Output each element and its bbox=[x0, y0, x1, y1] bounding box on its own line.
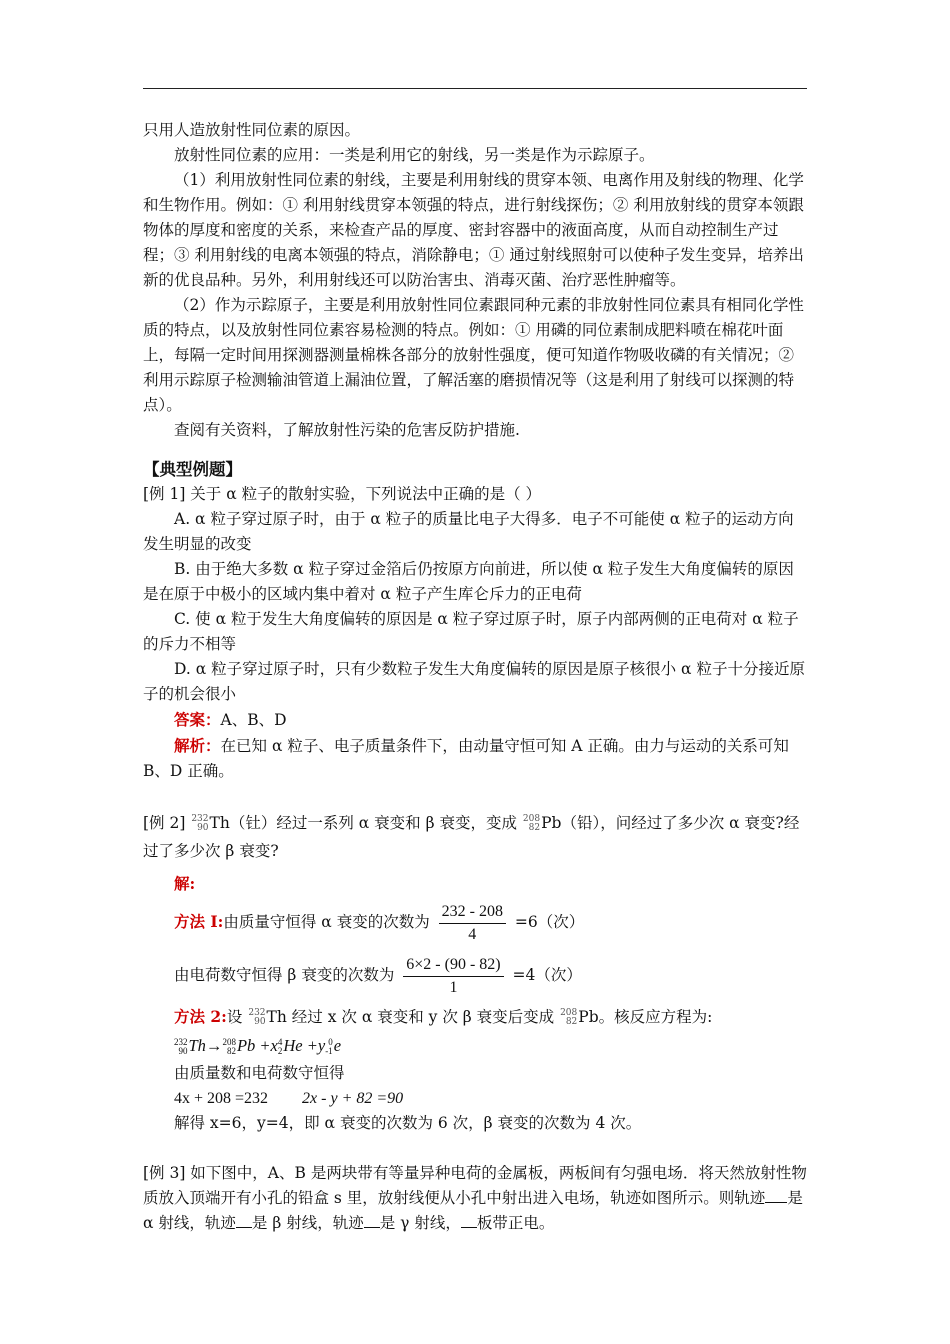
example2-result: 解得 x=6，y=4，即 α 衰变的次数为 6 次，β 衰变的次数为 4 次。 bbox=[174, 1114, 642, 1132]
header-rule bbox=[143, 88, 807, 89]
page-content bbox=[143, 118, 807, 1236]
method2-line: 方法 2:设 232 90 Th 经过 x 次 α 衰变和 y 次 β 衰变后变成 208 82 Pb。核反应方程为: bbox=[174, 1007, 713, 1027]
tracer-paragraph: （2）作为示踪原子，主要是利用放射性同位素跟同种元素的非放射性同位素具有相同化学性质的特点，以及放射性同位素容易检测的特点。例如：① 用磷的同位素制成肥料喷在棉花叶面上，每隔一定时间用探测器测量棉株各部分的放射性强度，便可知道作物吸收磷的有关情况；② 利用示踪原子检测输油管道上漏油位置，了解活塞的磨损情况等（这是利用了射线可以探测的特点）。 bbox=[143, 296, 804, 414]
example2-stem bbox=[143, 809, 807, 865]
example2-text-a: （钍）经过一系列 α 衰变和 β 衰变，变成 bbox=[229, 814, 517, 832]
equations-line bbox=[143, 1086, 807, 1111]
pb-nuclide-numbers: 208 82 bbox=[522, 814, 541, 833]
th-nuclide-numbers: 232 90 bbox=[191, 814, 209, 833]
beta-count-fraction: $\frac{6\times 2 - (90 - 82)}{1}$ bbox=[403, 954, 503, 999]
answer-value: A、B、D bbox=[220, 711, 287, 729]
pollution-paragraph: 查阅有关资料，了解放射性污染的危害反防护措施. bbox=[174, 421, 520, 439]
alpha-count-fraction: $\frac{232 - 208}{4}$ bbox=[439, 901, 506, 946]
example1-option-a: A. α 粒子穿过原子时，由于 α 粒子的质量比电子大得多．电子不可能使 α 粒子的运动方向发生明显的改变 bbox=[143, 510, 794, 553]
blank-alpha bbox=[765, 1188, 787, 1203]
blank-plate bbox=[461, 1213, 477, 1228]
method2-label: 方法 2: bbox=[174, 1007, 227, 1026]
example1-analysis bbox=[143, 733, 807, 784]
equation-b: 2x - y + 82 =90 bbox=[302, 1090, 404, 1107]
section-heading: 【典型例题】 bbox=[143, 460, 242, 479]
conservation-line: 由质量数和电荷数守恒得 bbox=[174, 1064, 345, 1082]
example1-answer bbox=[143, 707, 807, 733]
method1-charge: 由电荷数守恒得 β 衰变的次数为 $\frac{6\times 2 - (90 - 82)}{1}$ =4（次） bbox=[143, 947, 807, 1003]
example1-option-c: C. 使 α 粒于发生大角度偏转的原因是 α 粒子穿过原子时，原子内部两侧的正电荷对 α 粒子的斥力不相等 bbox=[143, 610, 799, 653]
method1-mass: 方法 I:由质量守恒得 α 衰变的次数为 $\frac{232 - 208}{4}$ =6（次） bbox=[143, 897, 807, 947]
example2-label: [例 2] bbox=[143, 814, 186, 832]
example2-text-b: （铅），问经过了多少次 α 衰变?经过了多少次 β 衰变? bbox=[143, 814, 800, 860]
pb-symbol: Pb bbox=[541, 814, 562, 832]
ray-uses-paragraph: （1）利用放射性同位素的射线，主要是利用射线的贯穿本领、电离作用及射线的物理、化学和生物作用。例如：① 利用射线贯穿本领强的特点，进行射线探伤；② 利用放射线的贯穿本领跟物体的厚度和密度的关系，来检查产品的厚度、密封容器中的液面高度，从而自动控制生产过程；③ 利用射线的电离本领强的特点，消除静电；① 通过射线照射可以使种子发生变异，培养出新的优良品种。另外，利用射线还可以防治害虫、消毒灭菌、治疗恶性肿瘤等。 bbox=[143, 171, 804, 289]
answer-label: 答案： bbox=[174, 710, 221, 729]
solution-label: 解: bbox=[174, 874, 196, 893]
blank-gamma bbox=[364, 1213, 380, 1228]
nuclear-equation: 232 90 Th→ 208 82 Pb +x 4 2 He +y 0 -1 e bbox=[174, 1036, 342, 1057]
blank-beta bbox=[236, 1213, 252, 1228]
applications-paragraph: 放射性同位素的应用：一类是利用它的射线，另一类是作为示踪原子。 bbox=[174, 146, 655, 164]
example1-option-b: B. 由于绝大多数 α 粒子穿过金箔后仍按原方向前进，所以使 α 粒子发生大角度偏转的原因是在原于中极小的区域内集中着对 α 粒子产生库仑斥力的正电荷 bbox=[143, 560, 794, 603]
example3-text: [例 3] 如下图中，A、B 是两块带有等量异种电荷的金属板，两板间有匀强电场．将天然放射性物质放入顶端开有小孔的铅盒 s 里，放射线便从小孔中射出进入电场，轨迹如图所示。则轨迹 是 α 射线，轨迹 是 β 射线，轨迹 是 γ 射线， 板带正电。 bbox=[143, 1164, 807, 1232]
equation-a: 4x + 208 =232 bbox=[174, 1090, 269, 1107]
th-symbol: Th bbox=[209, 814, 230, 832]
example1-option-d: D. α 粒子穿过原子时，只有少数粒子发生大角度偏转的原因是原子核很小 α 粒子十分接近原子的机会很小 bbox=[143, 660, 805, 703]
analysis-text: 在已知 α 粒子、电子质量条件下，由动量守恒可知 A 正确。由力与运动的关系可知 B、D 正确。 bbox=[143, 737, 789, 780]
analysis-label: 解析： bbox=[174, 736, 221, 755]
example1-stem: [例 1] 关于 α 粒子的散射实验，下列说法中正确的是（ ） bbox=[143, 485, 542, 503]
method1-label: 方法 I: bbox=[174, 912, 224, 931]
intro-line: 只用人造放射性同位素的原因。 bbox=[143, 121, 361, 139]
